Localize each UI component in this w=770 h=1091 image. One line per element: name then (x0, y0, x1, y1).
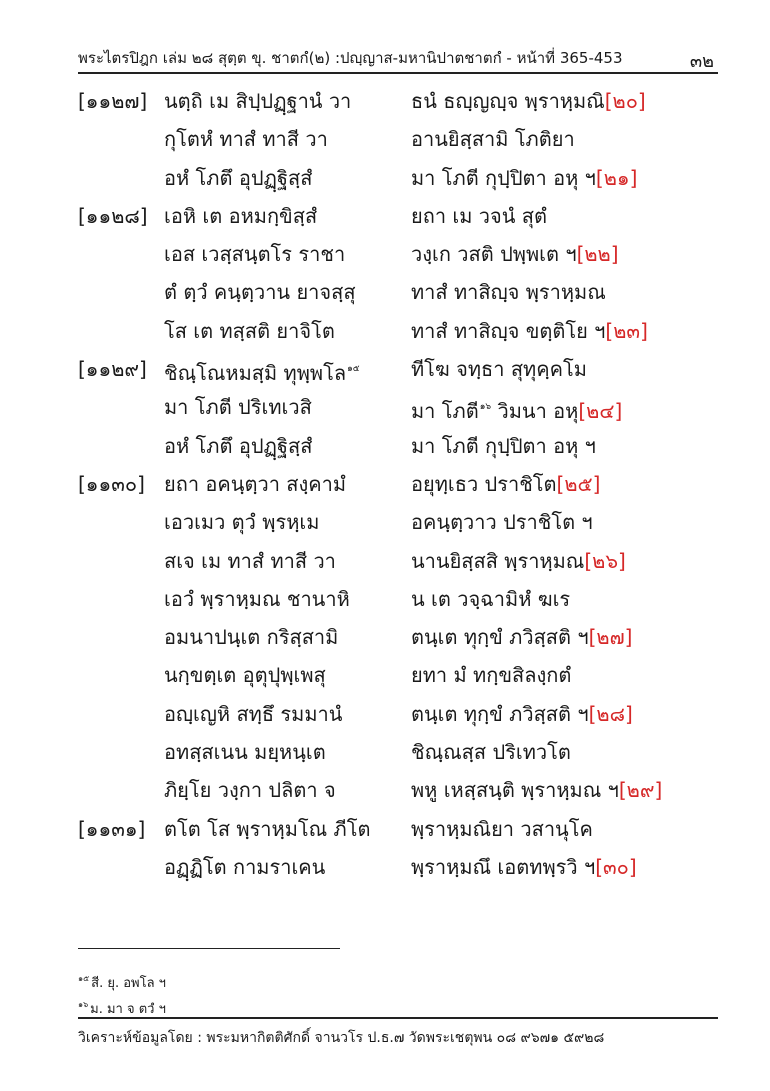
verse-second-half (411, 392, 622, 426)
verse-number: [๑๑๒๗] (78, 89, 148, 113)
verse-second-half-text-cont: วิมนา อหุ (491, 399, 579, 424)
verse-first-half-text: ตํ ตฺวํ คนฺตฺวาน ยาจสฺสุ (164, 280, 356, 305)
verse-number: [๑๑๒๘] (78, 203, 148, 228)
verse-second-half (411, 316, 648, 346)
verse-second-half (411, 239, 619, 269)
verse-line (78, 124, 718, 162)
verse-line (78, 86, 718, 124)
verse-first-half-text: ชิณฺโณหมสฺมิ ทุพฺพโล (164, 361, 347, 386)
verse-second-half (411, 277, 606, 307)
verse-number: [๑๑๒๙] (78, 357, 147, 382)
verse-first-half-text: เอส เวสฺสนฺตโร ราชา (164, 242, 346, 267)
verse-second-half (411, 86, 646, 116)
header-rule (78, 72, 718, 74)
verse-first-half-text: อหํ โภตึ อุปฏฺฐิสฺสํ (164, 433, 313, 458)
verse-line (78, 852, 718, 890)
footnote-marker: ๑๕ (347, 364, 360, 375)
verse-line (78, 354, 718, 392)
verse-second-half-text: พหู เหสฺสนฺติ พฺราหฺมณ ฯ (411, 778, 619, 803)
verse-second-half-text: ธนํ ธญฺญญฺจ พฺราหฺมณิ (411, 89, 605, 113)
verse-second-half-text: น เต วจฺฉามิหํ ฆเร (411, 586, 571, 611)
verse-list (78, 86, 718, 890)
verse-second-half-text: ทาสํ ทาสิญฺจ พฺราหฺมณ (411, 280, 606, 305)
verse-line (78, 239, 718, 277)
verse-line (78, 737, 718, 775)
verse-second-half (411, 775, 662, 805)
footnote-text: สี. ยุ. อพโล ฯ (91, 976, 166, 991)
verse-line (78, 775, 718, 813)
verse-line (78, 277, 718, 315)
verse-reference: [๒๐] (604, 89, 646, 113)
verse-second-half-text: ยทา มํ ทกฺขสิลงฺกตํ (411, 663, 572, 688)
verse-reference: [๒๕] (556, 471, 601, 496)
verse-first-half (164, 814, 370, 844)
footnote-list (78, 968, 166, 1020)
verse-reference: [๒๔] (578, 399, 623, 424)
verse-first-half (164, 699, 342, 729)
footnote-text: ม. มา จ ตวํ ฯ (90, 1002, 166, 1017)
verse-first-half (164, 546, 336, 576)
verse-second-half-text: อยุทฺเธว ปราชิโต (411, 471, 557, 496)
verse-line (78, 507, 718, 545)
verse-second-half-text: พฺราหฺมณึ เอตทพฺรวิ ฯ (411, 854, 596, 879)
verse-second-half (411, 852, 637, 882)
verse-second-half-text: ทาสํ ทาสิญฺจ ขตฺติโย ฯ (411, 318, 606, 343)
verse-second-half (411, 546, 626, 576)
verse-first-half (164, 163, 312, 193)
verse-second-half (411, 622, 632, 652)
verse-second-half-text: อานยิสฺสามิ โภติยา (411, 127, 575, 152)
footnote-marker: ๑๖ (479, 402, 492, 413)
verse-first-half-text: มา โภตี ปริเทเวสิ (164, 395, 312, 420)
verse-second-half-text: นานยิสฺสสิ พฺราหฺมณ (411, 548, 585, 573)
verse-first-half-text: เอหิ เต อหมกฺขิสฺสํ (164, 203, 318, 228)
verse-second-half (411, 469, 600, 499)
verse-reference: [๒๒] (576, 242, 619, 267)
verse-second-half-text: วงฺเก วสติ ปพฺพเต ฯ (411, 242, 577, 267)
verse-first-half-text: อทสฺสเนน มยฺหนฺเต (164, 740, 326, 765)
page-header (78, 40, 718, 72)
verse-second-half (411, 737, 571, 767)
verse-second-half-text: ทีโฆ จทฺธา สุทุคฺคโม (411, 357, 587, 382)
verse-reference: [๒๑] (595, 165, 638, 190)
verse-first-half-text: อฏฺฏิโต กามราเคน (164, 854, 326, 879)
verse-number: [๑๑๓๑] (78, 816, 146, 841)
verse-second-half (411, 699, 633, 729)
verse-line (78, 622, 718, 660)
verse-reference: [๒๓] (605, 318, 648, 343)
verse-reference: [๓๐] (595, 854, 637, 879)
verse-line (78, 431, 718, 469)
verse-line (78, 469, 718, 507)
verse-first-half-text: นตฺถิ เม สิปฺปฏฺฐานํ วา (164, 89, 352, 113)
verse-second-half (411, 814, 593, 844)
footnote-rule (78, 948, 340, 949)
verse-second-half (411, 201, 547, 231)
verse-first-half-text: อหํ โภตึ อุปฏฺฐิสฺสํ (164, 165, 313, 190)
verse-first-half-text: ตโต โส พฺราหฺมโณ ภีโต (164, 816, 371, 841)
verse-second-half-text: ตนฺเต ทุกฺขํ ภวิสฺสติ ฯ (411, 701, 589, 726)
verse-first-half (164, 507, 319, 537)
verse-first-half (164, 86, 351, 116)
verse-first-half (164, 431, 312, 461)
verse-line (78, 392, 718, 430)
verse-line (78, 584, 718, 622)
verse-second-half-text: ยถา เม วจนํ สุตํ (411, 203, 547, 228)
verse-first-half (164, 392, 312, 422)
verse-first-half-text: เอวํ พฺราหฺมณ ชานาหิ (164, 586, 350, 611)
verse-reference: [๒๙] (618, 778, 663, 803)
verse-first-half-text: อมนาปนฺเต กริสฺสามิ (164, 625, 339, 650)
verse-line (78, 201, 718, 239)
footnote-mark: ๑๕ (78, 974, 90, 983)
verse-first-half-text: นกฺขตฺเต อุตุปุพฺเพสุ (164, 663, 326, 688)
verse-line (78, 546, 718, 584)
verse-first-half (164, 354, 360, 388)
verse-second-half-text: พฺราหฺมณิยา วสานุโค (411, 816, 593, 841)
verse-first-half (164, 469, 346, 499)
verse-second-half (411, 163, 637, 193)
verse-second-half-text: ชิณฺณสฺส ปริเทวโต (411, 740, 571, 765)
verse-second-half (411, 507, 593, 537)
verse-second-half (411, 584, 570, 614)
verse-first-half-text: ภิยฺโย วงฺกา ปลิตา จ (164, 778, 336, 803)
verse-line (78, 660, 718, 698)
verse-line (78, 163, 718, 201)
verse-first-half (164, 239, 345, 269)
verse-first-half-text: อญฺเญหิ สทฺธึ รมมานํ (164, 701, 343, 726)
verse-second-half-text: มา โภตี กุปฺปิตา อหุ ฯ (411, 165, 596, 190)
verse-first-half-text: โส เต ทสฺสติ ยาจิโต (164, 318, 335, 343)
verse-first-half (164, 124, 328, 154)
page-number: ๓๒ (689, 51, 714, 72)
verse-first-half (164, 277, 356, 307)
footnote-mark: ๑๖ (78, 1000, 89, 1009)
verse-second-half-text: มา โภตี (411, 399, 479, 424)
verse-first-half (164, 775, 336, 805)
verse-second-half (411, 354, 587, 384)
verse-second-half-text: ตนฺเต ทุกฺขํ ภวิสฺสติ ฯ (411, 625, 589, 650)
verse-number: [๑๑๓๐] (78, 471, 145, 496)
verse-first-half-text: ยถา อคนฺตฺวา สงฺคามํ (164, 471, 347, 496)
footer-credit: วิเคราะห์ข้อมูลโดย : พระมหากิตติศักดิ์ จานวโร ป.ธ.๗ วัดพระเชตุพน ๐๘ ๙๖๗๑ ๕๙๒๘ (78, 1030, 605, 1046)
verse-reference: [๒๖] (584, 548, 626, 573)
verse-first-half-text: กุโตหํ ทาสํ ทาสี วา (164, 127, 328, 152)
verse-first-half (164, 201, 317, 231)
verse-first-half (164, 316, 335, 346)
footnote (78, 968, 166, 994)
verse-second-half (411, 431, 596, 461)
verse-second-half (411, 660, 571, 690)
verse-first-half-text: สเจ เม ทาสํ ทาสี วา (164, 548, 336, 573)
verse-reference: [๒๗] (588, 625, 633, 650)
verse-first-half (164, 737, 326, 767)
verse-line (78, 814, 718, 852)
verse-second-half-text: มา โภตี กุปฺปิตา อหุ ฯ (411, 433, 596, 458)
verse-second-half-text: อคนฺตฺวาว ปราชิโต ฯ (411, 510, 593, 535)
verse-second-half (411, 124, 575, 154)
verse-first-half-text: เอวเมว ตุวํ พฺรหฺเม (164, 510, 320, 535)
verse-first-half (164, 852, 325, 882)
footer-rule (78, 1017, 718, 1019)
header-title: พระไตรปิฎก เล่ม ๒๘ สุตฺต ขุ. ชาตกํ(๒) :ปญฺญาส-มหานิปาตชาตกํ - หน้าที่ 365-453 (78, 49, 623, 67)
verse-line (78, 699, 718, 737)
verse-reference: [๒๘] (588, 701, 633, 726)
verse-first-half (164, 622, 338, 652)
verse-first-half (164, 584, 350, 614)
verse-first-half (164, 660, 326, 690)
verse-line (78, 316, 718, 354)
